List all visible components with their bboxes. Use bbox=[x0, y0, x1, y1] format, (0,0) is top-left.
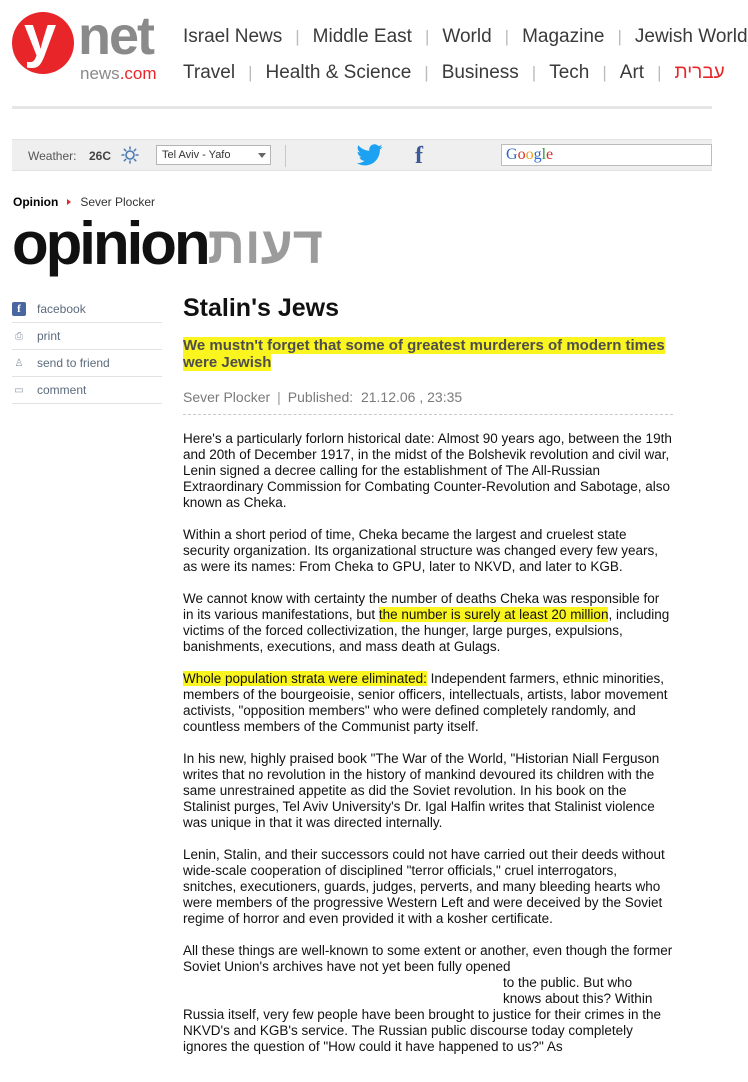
nav-separator: | bbox=[602, 63, 607, 82]
article-paragraph bbox=[183, 591, 673, 655]
nav-separator: | bbox=[295, 27, 300, 46]
nav-health-science[interactable]: Health & Science bbox=[265, 62, 412, 83]
nav-separator: | bbox=[617, 27, 622, 46]
section-banner bbox=[12, 206, 323, 276]
share-send-label: send to friend bbox=[37, 356, 110, 370]
article-byline bbox=[183, 389, 673, 415]
breadcrumb-arrow-icon bbox=[67, 199, 71, 205]
nav-world[interactable]: World bbox=[442, 26, 492, 47]
paragraph-text: , including victims of the forced collectivization, the hunger, large purges, expulsions, banishments, executions, and mass death at Gulags. bbox=[183, 607, 670, 654]
facebook-icon: f bbox=[12, 302, 26, 316]
article-body bbox=[183, 431, 673, 1055]
nav-separator: | bbox=[424, 27, 430, 46]
twitter-icon[interactable] bbox=[357, 144, 383, 166]
byline-published-label: Published: bbox=[287, 389, 354, 405]
nav-business[interactable]: Business bbox=[441, 62, 519, 83]
nav-separator: | bbox=[531, 63, 537, 82]
share-send-to-friend[interactable] bbox=[12, 350, 162, 377]
paragraph-text-indented: to the public. But who bbox=[503, 975, 633, 990]
facebook-icon[interactable]: f bbox=[415, 143, 423, 169]
main-nav-row-1 bbox=[183, 26, 748, 48]
paragraph-text: Russia itself, very few people have been brought to justice for their crimes in the NKVD's and KGB's service. The Russian public discourse today completely ignores the question of "How could it have happened to us?" As bbox=[183, 1007, 661, 1054]
article-title: Stalin's Jews bbox=[183, 294, 340, 322]
share-comment[interactable] bbox=[12, 377, 162, 404]
sun-icon bbox=[121, 146, 139, 164]
utility-bar bbox=[12, 139, 712, 171]
comment-icon: ▭ bbox=[14, 384, 24, 396]
nav-middle-east[interactable]: Middle East bbox=[312, 26, 412, 47]
logo-y: y bbox=[24, 4, 57, 69]
article bbox=[183, 292, 673, 1071]
article-paragraph bbox=[183, 943, 673, 1055]
chevron-down-icon bbox=[258, 153, 266, 158]
share-facebook[interactable] bbox=[12, 296, 162, 323]
banner-hebrew: דעות bbox=[207, 217, 324, 275]
highlighted-text: Whole population strata were eliminated: bbox=[183, 671, 427, 686]
article-subtitle-text: We mustn't forget that some of greatest murderers of modern times were Jewish bbox=[183, 337, 665, 371]
logo-dotcom: .com bbox=[119, 64, 157, 83]
logo-news-text: news bbox=[80, 64, 120, 83]
printer-icon: ⎙ bbox=[15, 330, 23, 342]
weather-temperature: 26C bbox=[89, 149, 112, 163]
nav-travel[interactable]: Travel bbox=[183, 62, 236, 83]
google-logo-o2: o bbox=[525, 146, 534, 163]
google-logo-g2: g bbox=[533, 146, 542, 163]
share-print-label: print bbox=[37, 329, 61, 343]
google-logo-o1: o bbox=[517, 146, 526, 163]
article-paragraph: In his new, highly praised book "The War of the World, "Historian Niall Ferguson writes that no revolution in the history of mankind devoured its children with the same unrestrained appetite as did the Soviet revolution. In his book on the Stalinist purges, Tel Aviv University's Dr. Igal Halfin writes that Stalinist violence was unique in that it was directed internally. bbox=[183, 751, 660, 830]
city-select-value: Tel Aviv - Yafo bbox=[162, 149, 231, 161]
weather-label: Weather: bbox=[28, 149, 77, 163]
share-sidebar bbox=[12, 296, 162, 404]
paragraph-text-indented: knows about this? Within bbox=[503, 991, 653, 1006]
share-print[interactable] bbox=[12, 323, 162, 350]
logo-net: net bbox=[78, 6, 153, 66]
share-facebook-label: facebook bbox=[37, 302, 86, 316]
paragraph-text: All these things are well-known to some extent or another, even though the former Soviet Union's archives have not yet been fully opened bbox=[183, 943, 673, 974]
nav-israel-news[interactable]: Israel News bbox=[183, 26, 283, 47]
article-paragraph bbox=[183, 671, 673, 735]
nav-tech[interactable]: Tech bbox=[549, 62, 590, 83]
banner-english: opinion bbox=[12, 210, 208, 277]
highlighted-text: the number is surely at least 20 million bbox=[378, 607, 609, 622]
breadcrumb-section[interactable]: Opinion bbox=[13, 195, 59, 209]
nav-magazine[interactable]: Magazine bbox=[522, 26, 605, 47]
header-divider bbox=[12, 106, 712, 109]
article-subtitle bbox=[183, 337, 673, 371]
article-paragraph: Lenin, Stalin, and their successors could not have carried out their deeds without wide-scale cooperation of disciplined "terror officials," cruel interrogators, snitches, executioners, guards, judges, perverts, and many bleeding hearts who were members of the progressive Western Left and were deceived by the Soviet regime of horror and even provided it with a kosher certificate. bbox=[183, 847, 665, 926]
main-nav-row-2 bbox=[183, 62, 725, 84]
google-search-input[interactable] bbox=[501, 144, 712, 166]
article-paragraph: Within a short period of time, Cheka became the largest and cruelest state security organization. Its organizational structure was changed every few years, as were its names: From Cheka to GPU, later to NKVD, and later to KGB. bbox=[183, 527, 658, 574]
nav-art[interactable]: Art bbox=[619, 62, 645, 83]
share-comment-label: comment bbox=[37, 383, 87, 397]
byline-date: 21.12.06 , 23:35 bbox=[360, 389, 463, 405]
nav-jewish-world[interactable]: Jewish World bbox=[634, 26, 748, 47]
logo-news bbox=[80, 64, 157, 84]
google-logo-e: e bbox=[546, 146, 554, 163]
city-select[interactable] bbox=[156, 145, 271, 165]
nav-hebrew[interactable]: עברית bbox=[674, 62, 725, 83]
nav-separator: | bbox=[504, 27, 510, 46]
google-logo-g: G bbox=[506, 146, 518, 163]
paragraph-text: Independent farmers, ethnic minorities, members of the bourgeoisie, senior officers, intellectuals, artists, labor movement activists, "opposition members" who were defined completely randomly, and countless members of the Communist party itself. bbox=[183, 671, 668, 734]
google-logo-l: l bbox=[541, 146, 547, 163]
nav-separator: | bbox=[657, 63, 662, 82]
paragraph-text: We cannot know with certainty the number of deaths Cheka was responsible for in its various manifestations, but bbox=[183, 591, 660, 622]
nav-separator: | bbox=[248, 63, 253, 82]
nav-separator: | bbox=[424, 63, 429, 82]
byline-author[interactable]: Sever Plocker bbox=[183, 389, 271, 405]
article-paragraph: Here's a particularly forlorn historical date: Almost 90 years ago, between the 19th and 20th of December 1917, in the midst of the Bolshevik revolution and civil war, Lenin signed a decree calling for the establishment of The All-Russian Extraordinary Commission for Combating Counter-Revolution and Sabotage, also known as Cheka. bbox=[183, 431, 672, 510]
breadcrumb-author[interactable]: Sever Plocker bbox=[80, 195, 156, 209]
person-icon: ♙ bbox=[14, 357, 24, 369]
byline-separator: | bbox=[277, 389, 281, 405]
ynet-logo[interactable] bbox=[12, 4, 172, 86]
utility-divider bbox=[285, 145, 286, 167]
